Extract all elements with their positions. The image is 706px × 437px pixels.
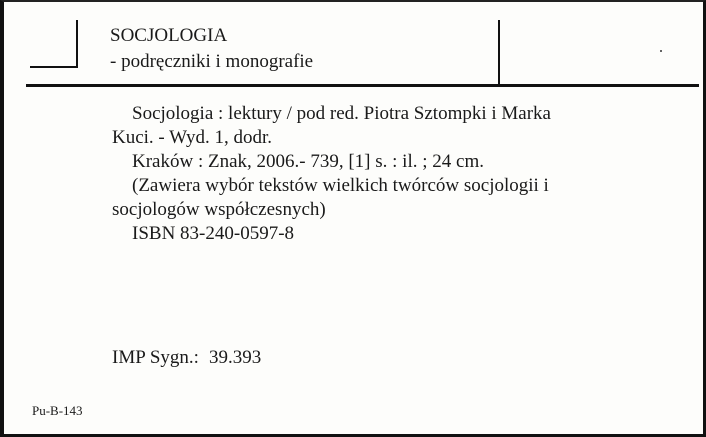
speck-mark bbox=[660, 50, 662, 52]
isbn-line: ISBN 83-240-0597-8 bbox=[132, 223, 295, 244]
call-number bbox=[112, 346, 261, 370]
note-line-2: socjologów współczesnych) bbox=[112, 199, 326, 220]
corner-mark-horizontal bbox=[30, 66, 78, 68]
note-line-1: (Zawiera wybór tekstów wielkich twórców socjologii i bbox=[132, 175, 549, 196]
title-line-1: Socjologia : lektury / pod red. Piotra Sztompki i Marka bbox=[132, 103, 551, 124]
corner-mark-vertical bbox=[76, 20, 78, 68]
call-number-value: 39.393 bbox=[208, 347, 262, 368]
header-divider-vertical bbox=[498, 20, 500, 84]
subject-heading: SOCJOLOGIA bbox=[110, 25, 228, 46]
header-rule bbox=[26, 84, 699, 87]
title-line-2: Kuci. - Wyd. 1, dodr. bbox=[112, 127, 272, 148]
publication-line: Kraków : Znak, 2006.- 739, [1] s. : il. ; 24 cm. bbox=[132, 151, 484, 172]
subject-heading-block bbox=[110, 23, 313, 75]
bibliographic-entry bbox=[112, 102, 652, 246]
subject-subheading: - podręczniki i monografie bbox=[110, 51, 314, 72]
call-number-label: IMP Sygn.: bbox=[112, 347, 199, 368]
card-code: Pu-B-143 bbox=[32, 403, 83, 418]
